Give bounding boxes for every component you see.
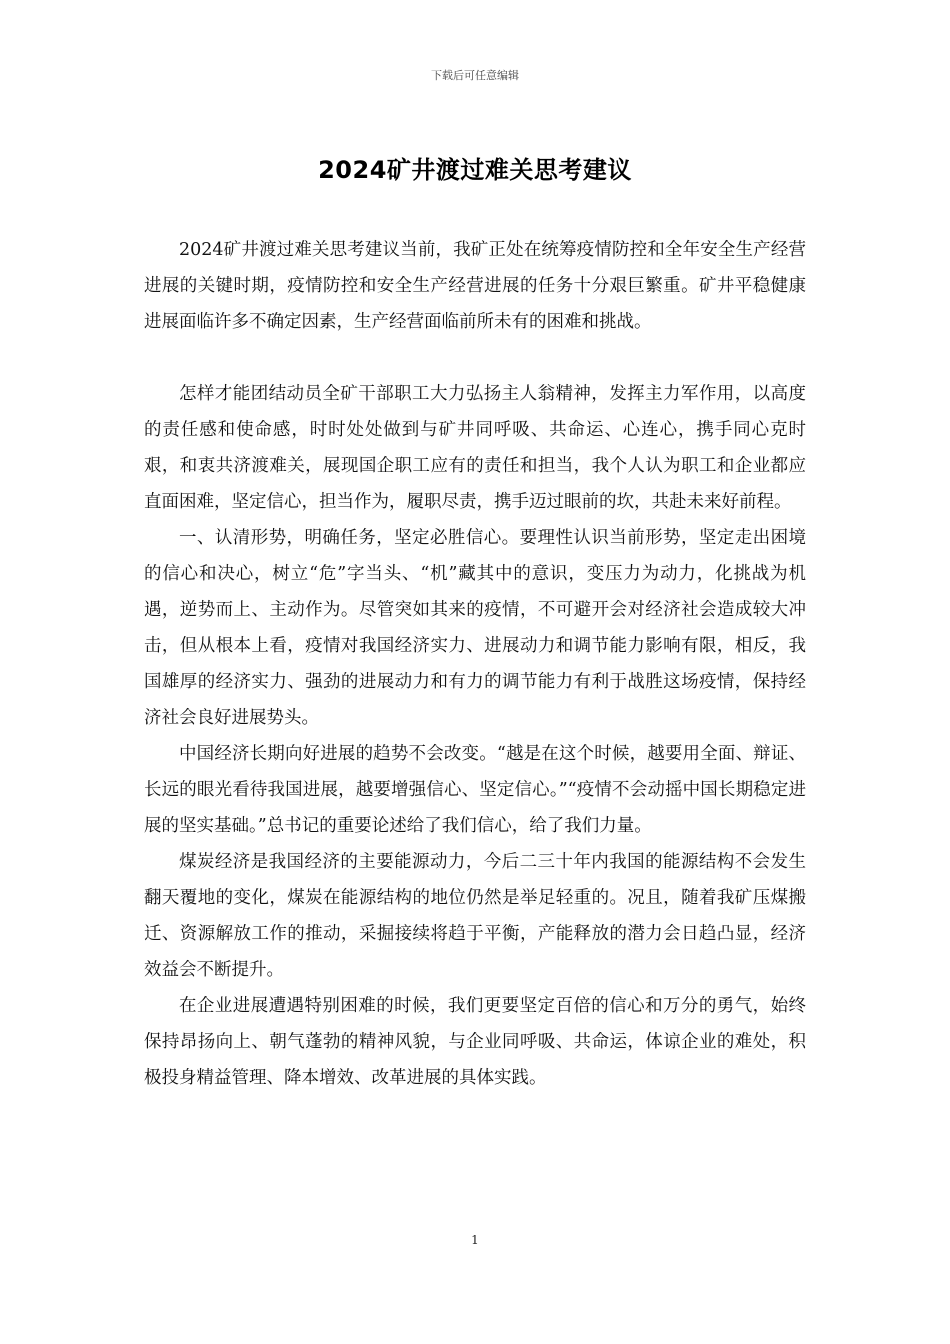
- document-title: 2024矿井渡过难关思考建议: [318, 156, 632, 184]
- document-body: [144, 232, 806, 1096]
- paragraph-section-one: 一、认清形势，明确任务，坚定必胜信心。要理性认识当前形势，坚定走出困境的信心和决心，树立“危”字当头、“机”藏其中的意识，变压力为动力，化挑战为机遇，逆势而上、主动作为。尽管突如其来的疫情，不可避开会对经济社会造成较大冲击，但从根本上看，疫情对我国经济实力、进展动力和调节能力影响有限，相反，我国雄厚的经济实力、强劲的进展动力和有力的调节能力有利于战胜这场疫情，保持经济社会良好进展势头。: [144, 528, 806, 728]
- page-number: 1: [471, 1233, 479, 1247]
- paragraph-how-to-unite: 怎样才能团结动员全矿干部职工大力弘扬主人翁精神，发挥主力军作用，以高度的责任感和使命感，时时处处做到与矿井同呼吸、共命运、心连心，携手同心克时艰，和衷共济渡难关，展现国企职工应有的责任和担当，我个人认为职工和企业都应直面困难，坚定信心，担当作为，履职尽责，携手迈过眼前的坎，共赴未来好前程。: [144, 384, 806, 512]
- paragraph-coal-economy: 煤炭经济是我国经济的主要能源动力，今后二三十年内我国的能源结构不会发生翻天覆地的变化，煤炭在能源结构的地位仍然是举足轻重的。况且，随着我矿压煤搬迁、资源解放工作的推动，采掘接续将趋于平衡，产能释放的潜力会日趋凸显，经济效益会不断提升。: [144, 852, 806, 980]
- page-header-note: 下载后可任意编辑: [431, 69, 519, 82]
- paragraph-china-economy: 中国经济长期向好进展的趋势不会改变。“越是在这个时候，越要用全面、辩证、长远的眼光看待我国进展，越要增强信心、坚定信心。”“疫情不会动摇中国长期稳定进展的坚实基础。”总书记的重要论述给了我们信心，给了我们力量。: [144, 744, 806, 836]
- paragraph-enterprise-difficulty: 在企业进展遭遇特别困难的时候，我们更要坚定百倍的信心和万分的勇气，始终保持昂扬向上、朝气蓬勃的精神风貌，与企业同呼吸、共命运，体谅企业的难处，积极投身精益管理、降本增效、改革进展的具体实践。: [144, 996, 806, 1088]
- paragraph-intro: 2024矿井渡过难关思考建议当前，我矿正处在统筹疫情防控和全年安全生产经营进展的关键时期，疫情防控和安全生产经营进展的任务十分艰巨繁重。矿井平稳健康进展面临许多不确定因素，生产经营面临前所未有的困难和挑战。: [144, 240, 806, 332]
